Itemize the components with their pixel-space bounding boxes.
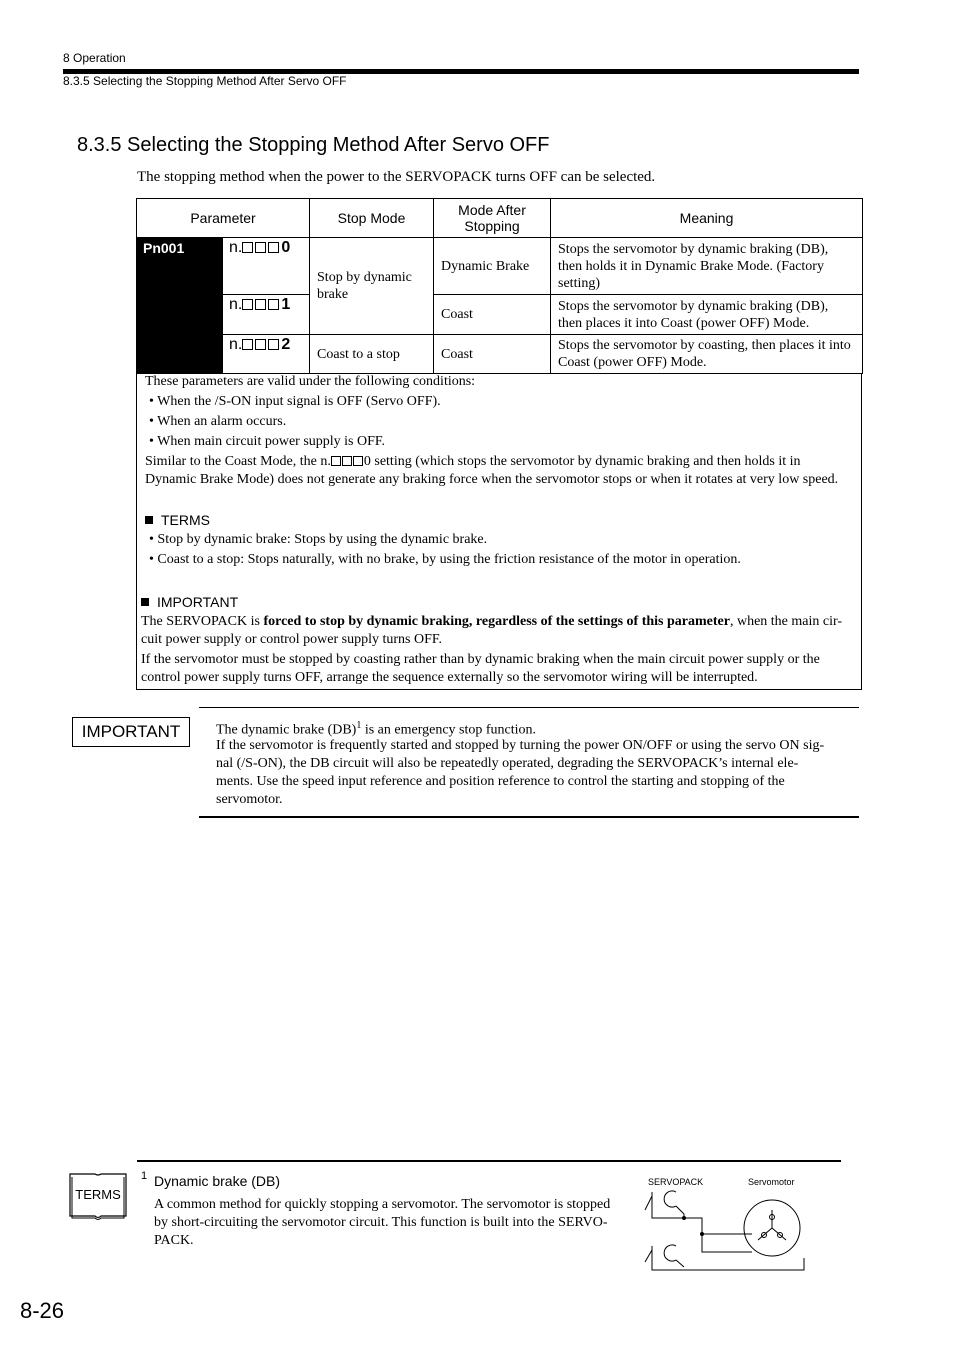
important-bottom-rule [199, 816, 859, 818]
setting-value-0 [223, 238, 310, 295]
placeholder-box-icon [331, 456, 341, 466]
header-parameter: Parameter [137, 199, 310, 238]
similar-note-part-a: Similar to the Coast Mode, the n. [145, 454, 331, 469]
similar-note-part-b: 0 setting (which stops the servomotor by dynamic braking and then holds it in [363, 454, 801, 469]
table-notes [136, 373, 862, 690]
table-row [137, 335, 863, 374]
important-top-rule [199, 707, 859, 708]
important-line: If the servomotor must be stopped by coasting rather than by dynamic braking when the main circuit power supply or the [141, 652, 820, 667]
header-mode-after-stopping: Mode After Stopping [434, 199, 551, 238]
setting-value-2 [223, 335, 310, 374]
table-row [137, 295, 863, 335]
important-line: control power supply turns OFF, arrange the sequence externally so the servomotor wiring will be interrupted. [141, 670, 758, 685]
setting-digit: 2 [281, 336, 291, 353]
parameter-table [136, 198, 863, 374]
mode-after-cell: Dynamic Brake [434, 238, 551, 295]
important-callout-line: servomotor. [216, 792, 283, 807]
placeholder-box-icon [255, 242, 266, 253]
important-callout-line: If the servomotor is frequently started and stopped by turning the power ON/OFF or using the servo ON sig- [216, 738, 825, 753]
conditions-intro: These parameters are valid under the following conditions: [145, 374, 476, 389]
condition-item: • When the /S-ON input signal is OFF (Servo OFF). [149, 394, 441, 409]
footnote-text-line: by short-circuiting the servomotor circuit. This function is built into the SERVO- [154, 1215, 608, 1230]
mode-after-cell: Coast [434, 335, 551, 374]
running-header-chapter: 8 Operation [63, 51, 126, 65]
placeholder-box-icon [242, 299, 253, 310]
terms-item: • Stop by dynamic brake: Stops by using the dynamic brake. [149, 532, 488, 547]
important-line: cuit power supply or control power supply turns OFF. [141, 632, 443, 647]
meaning-cell: Stops the servomotor by coasting, then places it into Coast (power OFF) Mode. [551, 335, 863, 374]
important-line [141, 613, 842, 631]
important-heading-text: IMPORTANT [157, 594, 239, 610]
footnote-text-line: PACK. [154, 1233, 194, 1248]
running-header-section: 8.3.5 Selecting the Stopping Method After Servo OFF [63, 74, 347, 88]
callout-text: The dynamic brake (DB) [216, 722, 357, 738]
similar-note-line2: Dynamic Brake Mode) does not generate any braking force when the servomotor stops or when it rotates at very low speed. [145, 472, 839, 487]
important-text: The SERVOPACK is [141, 614, 264, 629]
terms-icon-label: TERMS [75, 1187, 121, 1202]
footnote-title: Dynamic brake (DB) [154, 1173, 281, 1189]
terms-book-icon [67, 1170, 129, 1222]
section-title: 8.3.5 Selecting the Stopping Method After Servo OFF [77, 134, 550, 156]
diagram-label-servomotor: Servomotor [748, 1177, 795, 1187]
setting-digit: 0 [281, 239, 291, 256]
footnote-rule [137, 1160, 841, 1162]
parameter-number: Pn001 [137, 238, 223, 374]
table-header-row [137, 199, 863, 238]
placeholder-box-icon [242, 339, 253, 350]
square-bullet-icon [141, 598, 149, 606]
table-row [137, 238, 863, 295]
placeholder-box-icon [255, 339, 266, 350]
stop-mode-dynamic-brake: Stop by dynamic brake [310, 238, 434, 335]
important-callout-line: nal (/S-ON), the DB circuit will also be repeatedly operated, degrading the SERVOPACK’s internal ele- [216, 756, 799, 771]
header-stop-mode: Stop Mode [310, 199, 434, 238]
similar-note-line1 [145, 453, 801, 471]
stop-mode-coast: Coast to a stop [310, 335, 434, 374]
intro-paragraph: The stopping method when the power to the SERVOPACK turns OFF can be selected. [137, 169, 656, 185]
mode-after-cell: Coast [434, 295, 551, 335]
condition-item: • When main circuit power supply is OFF. [149, 434, 386, 449]
important-bold-text: forced to stop by dynamic braking, regardless of the settings of this parameter [263, 614, 730, 629]
important-label: IMPORTANT [72, 717, 190, 747]
footnote-text-line: A common method for quickly stopping a servomotor. The servomotor is stopped [154, 1197, 611, 1212]
placeholder-box-icon [268, 242, 279, 253]
important-heading [141, 593, 238, 611]
important-text: , when the main cir- [729, 614, 843, 629]
setting-value-1 [223, 295, 310, 335]
footnote-ref: 1 [356, 720, 362, 731]
setting-prefix: n. [229, 239, 243, 256]
meaning-cell: Stops the servomotor by dynamic braking (DB), then places it into Coast (power OFF) Mode. [551, 295, 863, 335]
callout-text: is an emergency stop function. [361, 722, 537, 738]
placeholder-box-icon [268, 299, 279, 310]
placeholder-box-icon [242, 242, 253, 253]
important-callout-line: ments. Use the speed input reference and position reference to control the starting and stopping of the [216, 774, 785, 789]
square-bullet-icon [145, 516, 153, 524]
page-number: 8-26 [20, 1298, 65, 1323]
placeholder-box-icon [268, 339, 279, 350]
footnote-number: 1 [141, 1170, 148, 1182]
placeholder-box-icon [353, 456, 363, 466]
condition-item: • When an alarm occurs. [149, 414, 287, 429]
terms-heading-text: TERMS [161, 512, 210, 528]
placeholder-box-icon [255, 299, 266, 310]
terms-item: • Coast to a stop: Stops naturally, with no brake, by using the friction resistance of the motor in operation. [149, 552, 741, 567]
placeholder-box-icon [342, 456, 352, 466]
meaning-cell: Stops the servomotor by dynamic braking (DB), then holds it in Dynamic Brake Mode. (Factory setting) [551, 238, 863, 295]
diagram-label-servopack: SERVOPACK [648, 1177, 704, 1187]
dynamic-brake-diagram [640, 1170, 810, 1275]
terms-heading [145, 511, 210, 529]
setting-prefix: n. [229, 296, 243, 313]
header-meaning: Meaning [551, 199, 863, 238]
setting-prefix: n. [229, 336, 243, 353]
setting-digit: 1 [281, 296, 291, 313]
